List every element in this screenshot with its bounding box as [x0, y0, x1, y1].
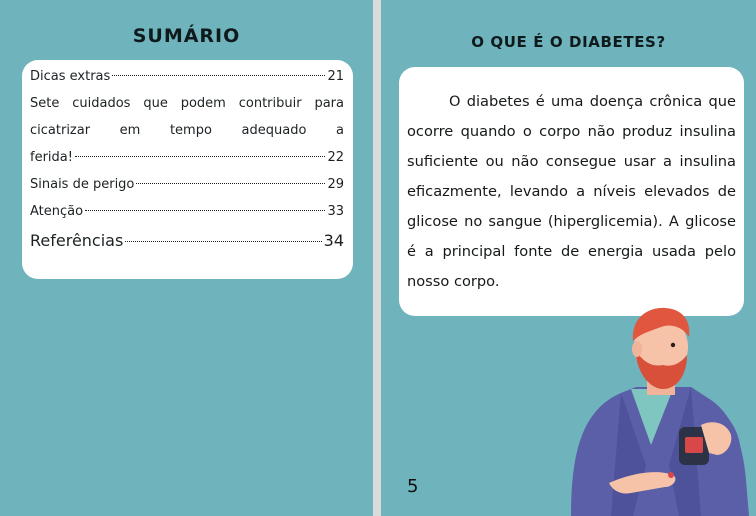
toc-entry-label-line: cicatrizar em tempo adequado a [30, 123, 344, 138]
text-card [399, 67, 744, 316]
man-with-glucose-meter-icon [561, 305, 756, 516]
toc-entry[interactable] [30, 171, 344, 198]
toc-entry-label: ferida! [30, 150, 73, 165]
table-of-contents [30, 63, 344, 257]
toc-entry[interactable] [30, 63, 344, 90]
toc-entry-label: Sinais de perigo [30, 177, 135, 192]
table-of-contents-card [22, 60, 353, 279]
toc-entry-page: 33 [327, 204, 344, 219]
right-page [381, 0, 756, 516]
toc-entry[interactable] [30, 90, 344, 171]
page-number: 5 [407, 476, 419, 497]
left-page [0, 0, 373, 516]
toc-entry-label: Referências [30, 231, 124, 250]
dot-leader [75, 156, 325, 157]
dot-leader [136, 183, 325, 184]
toc-entry-label-line: Sete cuidados que podem contribuir para [30, 96, 344, 111]
toc-entry-label: Atenção [30, 204, 84, 219]
body-paragraph: O diabetes é uma doença crônica que ocorre quando o corpo não produz insulina suficiente ou não consegue usar a insulina eficazmente, levando a níveis elevados de glicose no sangue (hiperglicemia). A glicose é a principal fonte de energia usada pelo nosso corpo. [407, 93, 736, 290]
toc-entry-label: Dicas extras [30, 69, 111, 84]
toc-entry[interactable] [30, 198, 344, 225]
page-title: SUMÁRIO [132, 25, 241, 47]
page-title: O QUE É O DIABETES? [471, 33, 666, 51]
toc-entry[interactable] [30, 225, 344, 257]
toc-entry-page: 34 [323, 231, 344, 250]
dot-leader [112, 75, 325, 76]
toc-entry-page: 22 [327, 150, 344, 165]
toc-entry-page: 29 [327, 177, 344, 192]
toc-entry-page: 21 [327, 69, 344, 84]
dot-leader [85, 210, 325, 211]
dot-leader [125, 241, 321, 242]
